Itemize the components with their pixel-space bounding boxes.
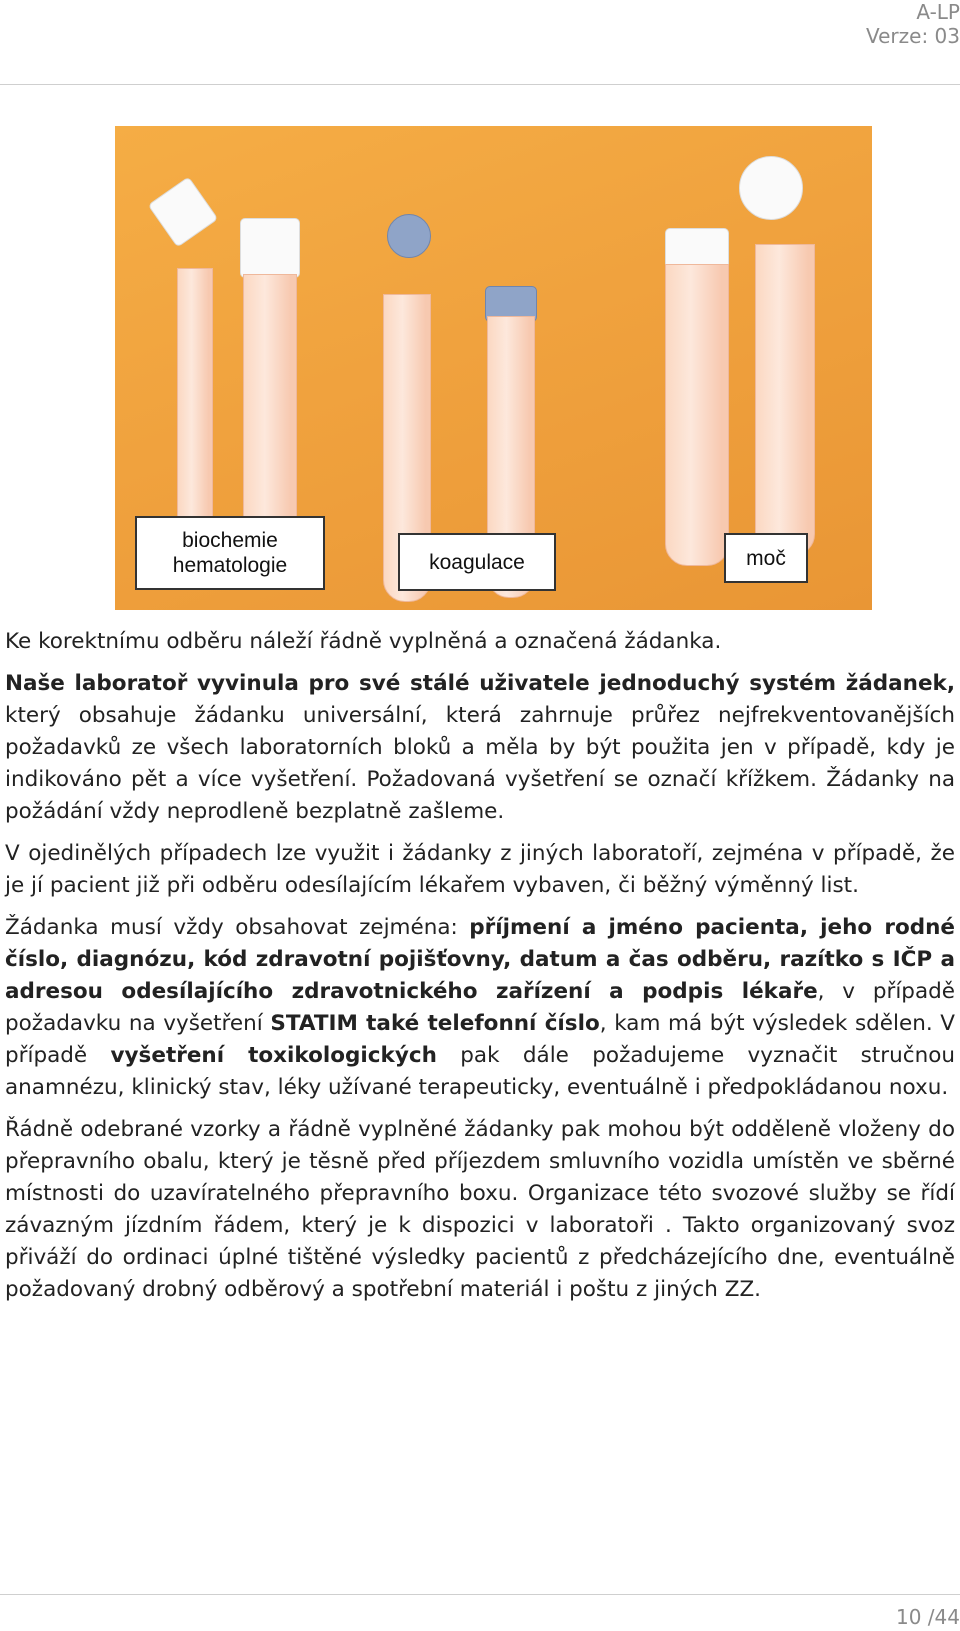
text-run: Žádanka musí vždy obsahovat zejména: <box>5 915 470 940</box>
header-rule <box>0 84 960 85</box>
text-run-bold: STATIM také telefonní číslo <box>270 1011 600 1036</box>
white-cap-icon <box>240 218 300 278</box>
text-run: Řádně odebrané vzorky a řádně vyplněné žádanky pak mohou být odděleně vloženy do přepravního obalu, který je těsně před příjezdem smluvního vozidla umístěn ve sběrné místnosti do uzavíratelného přepravního boxu. Organizace této svozové služby se řídí závazným jízdním řádem, který je k dispozici v laboratoři . Takto organizovaný svoz přiváží do ordinaci úplné tištěné výsledky pacientů z předcházejícího dne, eventuálně požadovaný drobný odběrový a spotřební materiál i poštu z jiných ZZ. <box>5 1117 955 1302</box>
text-run-bold: příjmení a jméno pacienta, jeho rodné číslo, diagnózu, kód zdravotní pojišťovny, datum a čas odběru, razítko s IČP a adresou odesílajícího zdravotnického zařízení a podpis lékaře <box>5 915 955 1004</box>
page-number: 10 /44 <box>896 1605 960 1629</box>
text-run: V ojedinělých případech lze využit i žádanky z jiných laboratoří, zejména v případě, že je jí pacient již při odběru odesílajícím lékařem vybaven, či běžný výměnný list. <box>5 841 955 898</box>
text-run: pak dále požadujeme vyznačit stručnou anamnézu, klinický stav, léky užívané terapeuticky, eventuálně i předpokládanou noxu. <box>5 1043 955 1100</box>
footer-rule <box>0 1594 960 1595</box>
blue-cap-icon <box>387 214 431 258</box>
white-cap-icon <box>148 176 219 247</box>
body-text <box>5 626 955 1316</box>
sample-tubes-photo <box>115 126 872 610</box>
text-run: , kam má být výsledek sdělen. V případě <box>5 1011 956 1068</box>
label-koagulace <box>398 533 556 591</box>
label-biochemie-hematologie <box>135 516 325 590</box>
text-run: Ke korektnímu odběru náleží řádně vyplněná a označená žádanka. <box>5 629 722 654</box>
paragraph <box>5 626 955 658</box>
document-version: Verze: 03 <box>865 24 960 48</box>
paragraph <box>5 838 955 902</box>
paragraph <box>5 668 955 828</box>
label-line: moč <box>746 546 786 570</box>
white-cap-icon <box>739 156 803 220</box>
label-line: koagulace <box>429 550 525 574</box>
tube-moc-icon <box>665 264 729 566</box>
paragraph <box>5 912 955 1104</box>
label-line: biochemie <box>182 529 278 552</box>
document-header <box>866 0 960 48</box>
text-run-bold: vyšetření toxikologických <box>110 1043 437 1068</box>
text-run: který obsahuje žádanku universální, která zahrnuje průřez nejfrekventovanějších požadavků ze všech laboratorních bloků a měla by být použita jen v případě, kdy je indikováno pět a více vyšetření. Požadovaná vyšetření se označí křížkem. Žádanky na požádání vždy neprodleně bezplatně zašleme. <box>5 703 955 824</box>
tube-moc-icon <box>755 244 815 556</box>
paragraph <box>5 1114 955 1306</box>
document-code: A-LP <box>916 0 960 24</box>
text-run-bold: Naše laboratoř vyvinula pro své stálé uživatele jednoduchý systém žádanek, <box>5 671 955 696</box>
label-line: hematologie <box>172 554 288 577</box>
text-run: , v případě požadavku na vyšetření <box>5 979 955 1036</box>
label-moc <box>724 533 808 583</box>
